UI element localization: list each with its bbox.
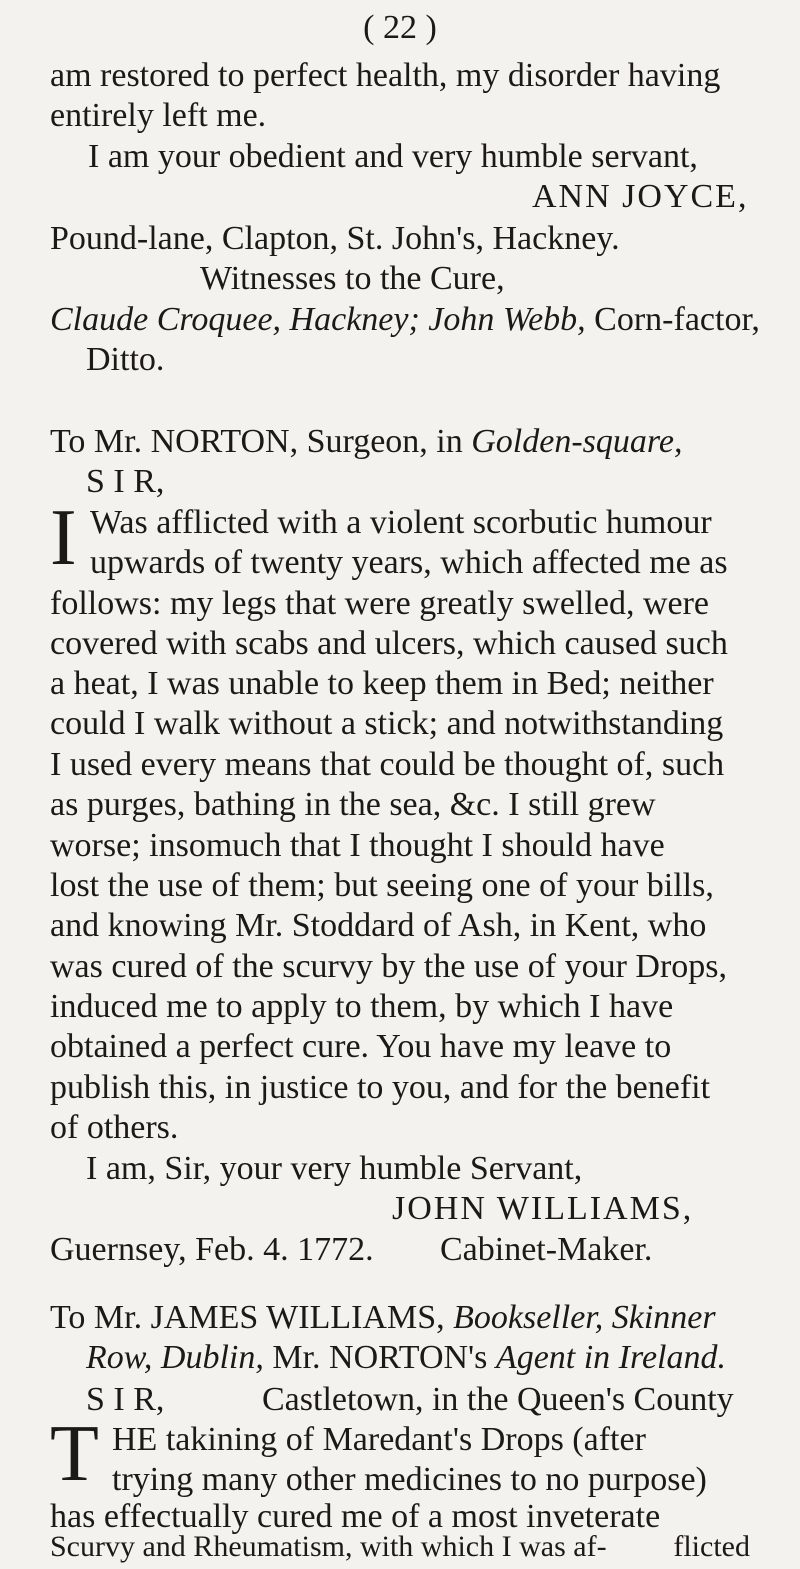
signature-john-williams: JOHN WILLIAMS, [392,1190,694,1227]
body-line: publish this, in justice to you, and for the benefit [50,1069,711,1106]
addressee-line-3 [50,1298,716,1338]
body-line: obtained a perfect cure. You have my leave to [50,1028,672,1065]
address-line: Pound-lane, Clapton, St. John's, Hackney. [50,220,620,257]
body-line: I used every means that could be thought of, such [50,746,725,783]
body-line: could I walk without a stick; and notwithstanding [50,705,724,742]
page-number: ( 22 ) [363,9,437,46]
witnesses-heading: Witnesses to the Cure, [200,260,505,297]
body-line: worse; insomuch that I thought I should have [50,827,665,864]
body-line: and knowing Mr. Stoddard of Ash, in Kent, who [50,907,707,944]
body-line: has effectually cured me of a most inveterate [50,1498,661,1535]
addressee-3e: Agent in Ireland. [495,1339,727,1376]
addressee-3c: Row, Dublin, [86,1339,264,1376]
body-line: lost the use of them; but seeing one of your bills, [50,867,714,904]
body-line: Scurvy and Rheumatism, with which I was af- [50,1530,607,1563]
salutation-3: S I R, [86,1381,165,1418]
body-line: a heat, I was unable to keep them in Bed; neither [50,665,714,702]
place-date: Guernsey, Feb. 4. 1772. [50,1231,374,1268]
witness-names: Claude Croquee, Hackney; John Webb, [50,301,586,338]
body-line: was cured of the scurvy by the use of your Drops, [50,948,727,985]
signature-ann-joyce: ANN JOYCE, [532,178,749,215]
body-line: upwards of twenty years, which affected me as [90,544,728,581]
body-line: of others. [50,1109,179,1146]
body-line: Was afflicted with a violent scorbutic humour [90,504,712,541]
witness-role: Corn-factor, [594,301,760,338]
closing-line: I am, Sir, your very humble Servant, [86,1150,583,1187]
text-line: I am your obedient and very humble servant, [88,138,698,175]
body-line: as purges, bathing in the sea, &c. I still grew [50,786,656,823]
body-line: induced me to apply to them, by which I have [50,988,674,1025]
catchword: flicted [673,1530,750,1563]
salutation: S I R, [86,463,165,500]
body-line: trying many other medicines to no purpose) [112,1461,707,1498]
witness-ditto: Ditto. [86,341,165,378]
addressee-3d: Mr. NORTON's [272,1339,488,1376]
drop-cap: I [50,494,77,582]
drop-cap-t: T [50,1410,99,1498]
addressee-place: Golden-square, [471,423,683,460]
addressee-3a: To Mr. JAMES WILLIAMS, [50,1299,445,1336]
body-line: HE takining of Maredant's Drops (after [112,1421,646,1458]
text-line: am restored to perfect health, my disorder having [50,57,721,94]
text-line: entirely left me. [50,97,267,134]
body-line: follows: my legs that were greatly swelled, were [50,585,710,622]
occupation: Cabinet-Maker. [440,1231,653,1268]
body-line: covered with scabs and ulcers, which caused such [50,625,728,662]
addressee-3b: Bookseller, Skinner [453,1299,716,1336]
location-3: Castletown, in the Queen's County [262,1381,734,1418]
addressee-line-3-cont [86,1338,726,1378]
witness-line [50,300,760,340]
addressee-line [50,422,682,462]
addressee-name: To Mr. NORTON, Surgeon, in [50,423,463,460]
